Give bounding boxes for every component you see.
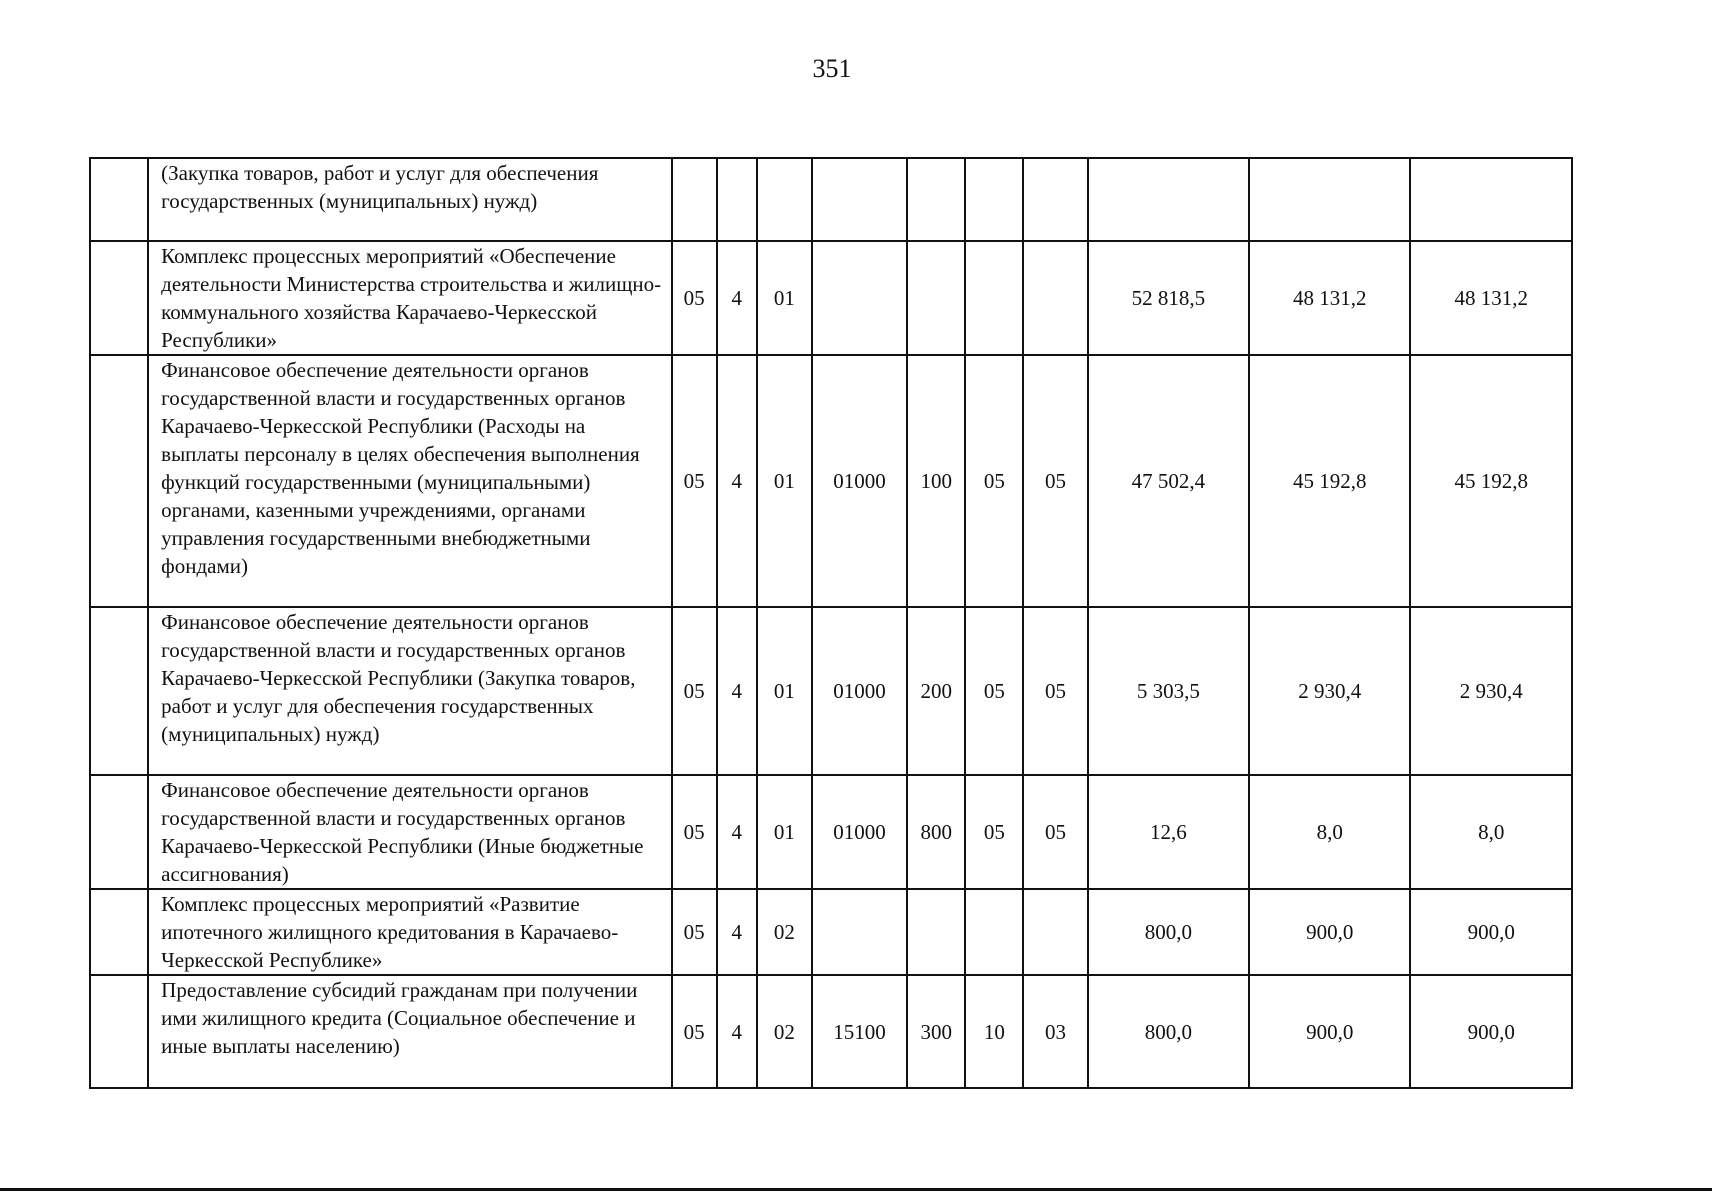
- item-name-cell: Предоставление субсидий гражданам при получении ими жилищного кредита (Социальное обеспечение и иные выплаты населению): [148, 975, 671, 1088]
- code-cell: 05: [672, 975, 717, 1088]
- amount-cell: 900,0: [1249, 975, 1410, 1088]
- code-cell: 02: [757, 889, 812, 975]
- item-name-cell: Финансовое обеспечение деятельности органов государственной власти и государственных органов Карачаево-Черкесской Республики (Расходы на выплаты персоналу в целях обеспечения выполнения функций государственными (муниципальными) органами, казенными учреждениями, органами управления государственными внебюджетными фондами): [148, 355, 671, 607]
- code-cell: 03: [1023, 975, 1087, 1088]
- code-cell: 100: [907, 355, 965, 607]
- item-name-cell: Комплекс процессных мероприятий «Развитие ипотечного жилищного кредитования в Карачаево-Черкесской Республике»: [148, 889, 671, 975]
- code-cell: 800: [907, 775, 965, 889]
- amount-cell: [1410, 158, 1572, 241]
- code-cell: 4: [717, 889, 757, 975]
- amount-cell: 900,0: [1410, 975, 1572, 1088]
- code-cell: 01: [757, 607, 812, 775]
- code-cell: 10: [965, 975, 1023, 1088]
- code-cell: [907, 889, 965, 975]
- code-cell: 05: [965, 355, 1023, 607]
- row-number-cell: [90, 607, 148, 775]
- amount-cell: [1088, 158, 1249, 241]
- amount-cell: 47 502,4: [1088, 355, 1249, 607]
- row-number-cell: [90, 975, 148, 1088]
- item-name-cell: Финансовое обеспечение деятельности органов государственной власти и государственных органов Карачаево-Черкесской Республики (Закупка товаров, работ и услуг для обеспечения государственных (муниципальных) нужд): [148, 607, 671, 775]
- code-cell: 4: [717, 355, 757, 607]
- table-row: [90, 607, 1572, 775]
- code-cell: 4: [717, 975, 757, 1088]
- amount-cell: 5 303,5: [1088, 607, 1249, 775]
- code-cell: 01: [757, 241, 812, 355]
- code-cell: 01000: [812, 355, 907, 607]
- code-cell: [907, 158, 965, 241]
- row-number-cell: [90, 158, 148, 241]
- amount-cell: 800,0: [1088, 889, 1249, 975]
- code-cell: 05: [965, 775, 1023, 889]
- code-cell: [812, 241, 907, 355]
- code-cell: 01: [757, 355, 812, 607]
- amount-cell: 8,0: [1249, 775, 1410, 889]
- row-number-cell: [90, 889, 148, 975]
- code-cell: [965, 241, 1023, 355]
- code-cell: [1023, 241, 1087, 355]
- code-cell: 4: [717, 607, 757, 775]
- code-cell: [757, 158, 812, 241]
- code-cell: 05: [1023, 355, 1087, 607]
- code-cell: 05: [672, 889, 717, 975]
- page-number: 351: [812, 54, 852, 83]
- code-cell: 200: [907, 607, 965, 775]
- code-cell: 05: [672, 241, 717, 355]
- table-row: [90, 355, 1572, 607]
- item-name-cell: (Закупка товаров, работ и услуг для обеспечения государственных (муниципальных) нужд): [148, 158, 671, 241]
- code-cell: [1023, 889, 1087, 975]
- amount-cell: 48 131,2: [1249, 241, 1410, 355]
- code-cell: [907, 241, 965, 355]
- amount-cell: 900,0: [1249, 889, 1410, 975]
- code-cell: 05: [1023, 607, 1087, 775]
- code-cell: 4: [717, 775, 757, 889]
- code-cell: [812, 158, 907, 241]
- code-cell: 05: [672, 355, 717, 607]
- code-cell: 01000: [812, 607, 907, 775]
- code-cell: 300: [907, 975, 965, 1088]
- row-number-cell: [90, 355, 148, 607]
- budget-table: [89, 157, 1573, 1089]
- amount-cell: 12,6: [1088, 775, 1249, 889]
- code-cell: [965, 889, 1023, 975]
- code-cell: 4: [717, 241, 757, 355]
- amount-cell: 8,0: [1410, 775, 1572, 889]
- amount-cell: 45 192,8: [1249, 355, 1410, 607]
- code-cell: [672, 158, 717, 241]
- code-cell: 05: [672, 775, 717, 889]
- code-cell: 05: [1023, 775, 1087, 889]
- item-name-cell: Финансовое обеспечение деятельности органов государственной власти и государственных органов Карачаево-Черкесской Республики (Иные бюджетные ассигнования): [148, 775, 671, 889]
- code-cell: [965, 158, 1023, 241]
- amount-cell: 900,0: [1410, 889, 1572, 975]
- table-row: [90, 158, 1572, 241]
- code-cell: 02: [757, 975, 812, 1088]
- code-cell: 05: [965, 607, 1023, 775]
- code-cell: [1023, 158, 1087, 241]
- code-cell: [812, 889, 907, 975]
- code-cell: 05: [672, 607, 717, 775]
- table-row: [90, 241, 1572, 355]
- code-cell: 01000: [812, 775, 907, 889]
- code-cell: [717, 158, 757, 241]
- page-bottom-rule: [0, 1188, 1712, 1191]
- amount-cell: 52 818,5: [1088, 241, 1249, 355]
- table-row: [90, 775, 1572, 889]
- row-number-cell: [90, 775, 148, 889]
- amount-cell: 2 930,4: [1249, 607, 1410, 775]
- amount-cell: 48 131,2: [1410, 241, 1572, 355]
- table-row: [90, 975, 1572, 1088]
- item-name-cell: Комплекс процессных мероприятий «Обеспечение деятельности Министерства строительства и жилищно-коммунального хозяйства Карачаево-Черкесской Республики»: [148, 241, 671, 355]
- amount-cell: 45 192,8: [1410, 355, 1572, 607]
- code-cell: 15100: [812, 975, 907, 1088]
- code-cell: 01: [757, 775, 812, 889]
- table-row: [90, 889, 1572, 975]
- amount-cell: 2 930,4: [1410, 607, 1572, 775]
- row-number-cell: [90, 241, 148, 355]
- amount-cell: [1249, 158, 1410, 241]
- amount-cell: 800,0: [1088, 975, 1249, 1088]
